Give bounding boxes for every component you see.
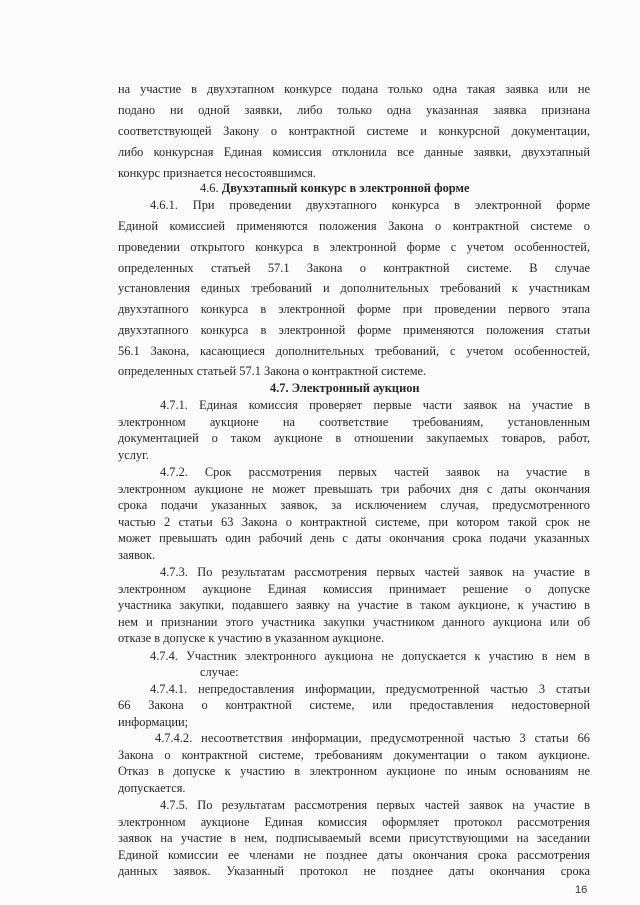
text-line: электронном аукционе не может превышать три рабочих дня с даты окончания xyxy=(118,481,590,496)
text-line: заявок. xyxy=(118,547,156,562)
text-line: соответствующей Закону о контрактной системе и конкурсной документации, xyxy=(118,124,590,138)
text-line: допускается. xyxy=(118,780,186,795)
text-line: нем и признании этого участника закупки участником данного аукциона или об xyxy=(118,614,590,629)
text-line: электронном аукционе Единая комиссия принимает решение о допуске xyxy=(118,581,590,596)
page-number: 16 xyxy=(575,884,588,896)
text-line: 4.7.4.1. непредоставления информации, предусмотренной частью 3 статьи xyxy=(150,681,590,696)
text-line: либо конкурсная Единая комиссия отклонила все данные заявки, двухэтапный xyxy=(118,145,590,159)
text-line: определенных статьей 57.1 Закона о контрактной системе. xyxy=(118,364,427,378)
section-title: 4.7. Электронный аукцион xyxy=(270,381,420,395)
text-line: участника закупки, подавшего заявку на участие в таком аукционе, к участию в xyxy=(118,598,590,613)
text-line: установления единых требований и дополнительных требований к участникам xyxy=(118,281,590,295)
text-line: частью 2 статьи 63 Закона о контрактной системе, при котором такой срок не xyxy=(118,514,590,529)
text-line: Единой комиссией применяются положения Закона о контрактной системе о xyxy=(118,219,590,233)
text-line: случае: xyxy=(200,665,239,680)
text-line: данных заявок. Указанный протокол не позднее даты окончания срока xyxy=(118,864,590,879)
text-line: 4.7.4. Участник электронного аукциона не допускается к участию в нем в xyxy=(150,648,590,663)
text-line: двухэтапного конкурса в электронной форме применяются положения статьи xyxy=(118,323,590,337)
text-line: информации; xyxy=(118,714,189,729)
text-line: электронном аукционе Единая комиссия оформляет протокол рассмотрения xyxy=(118,814,590,829)
section-heading-4-7 xyxy=(270,380,420,397)
text-line: электронном аукционе на соответствие требованиям, установленным xyxy=(118,414,590,429)
text-line: 4.7.3. По результатам рассмотрения первых частей заявок на участие в xyxy=(160,565,590,580)
section-title: Двухэтапный конкурс в электронной форме xyxy=(221,181,470,195)
text-line: 4.7.2. Срок рассмотрения первых частей заявок на участие в xyxy=(160,465,590,479)
text-line: определенных статьей 57.1 Закона о контрактной системе. В случае xyxy=(118,261,590,275)
text-line: может превышать один рабочий день с даты окончания срока подачи указанных xyxy=(118,531,590,546)
text-line: Отказ в допуске к участию в электронном аукционе по иным основаниям не xyxy=(118,764,590,779)
text-line: проведении открытого конкурса в электронной форме с учетом особенностей, xyxy=(118,240,590,254)
text-line: двухэтапного конкурса в электронной форме при проведении первого этапа xyxy=(118,302,590,316)
text-line: 4.7.1. Единая комиссия проверяет первые части заявок на участие в xyxy=(160,398,590,412)
section-number: 4.6. xyxy=(200,181,219,195)
text-line: 66 Закона о контрактной системе, или предоставления недостоверной xyxy=(118,698,590,713)
text-line: Закона о контрактной системе, требованиям документации о таком аукционе. xyxy=(118,747,590,762)
text-line: заявок на участие в нем, подписываемый всеми присутствующими на заседании xyxy=(118,831,590,846)
section-heading-4-6 xyxy=(200,180,469,197)
text-line: подано ни одной заявки, либо только одна указанная заявка признана xyxy=(118,103,590,117)
text-line: 56.1 Закона, касающиеся дополнительных требований, с учетом особенностей, xyxy=(118,344,590,358)
text-line: отказе в допуске к участию в указанном аукционе. xyxy=(118,631,385,646)
text-line: 4.7.4.2. несоответствия информации, предусмотренной частью 3 статьи 66 xyxy=(155,731,590,746)
text-line: конкурс признается несостоявшимся. xyxy=(118,166,316,180)
text-line: срока подачи указанных заявок, за исключением случая, предусмотренного xyxy=(118,498,590,513)
text-line: документацией о таком аукционе в отношении закупаемых товаров, работ, xyxy=(118,431,590,446)
text-line: 4.6.1. При проведении двухэтапного конкурса в электронной форме xyxy=(150,198,590,212)
text-line: услуг. xyxy=(118,447,149,462)
text-line: 4.7.5. По результатам рассмотрения первых частей заявок на участие в xyxy=(160,798,590,813)
text-line: Единой комиссии ее членами не позднее даты окончания срока рассмотрения xyxy=(118,847,590,862)
text-line: на участие в двухэтапном конкурсе подана только одна такая заявка или не xyxy=(118,82,590,96)
